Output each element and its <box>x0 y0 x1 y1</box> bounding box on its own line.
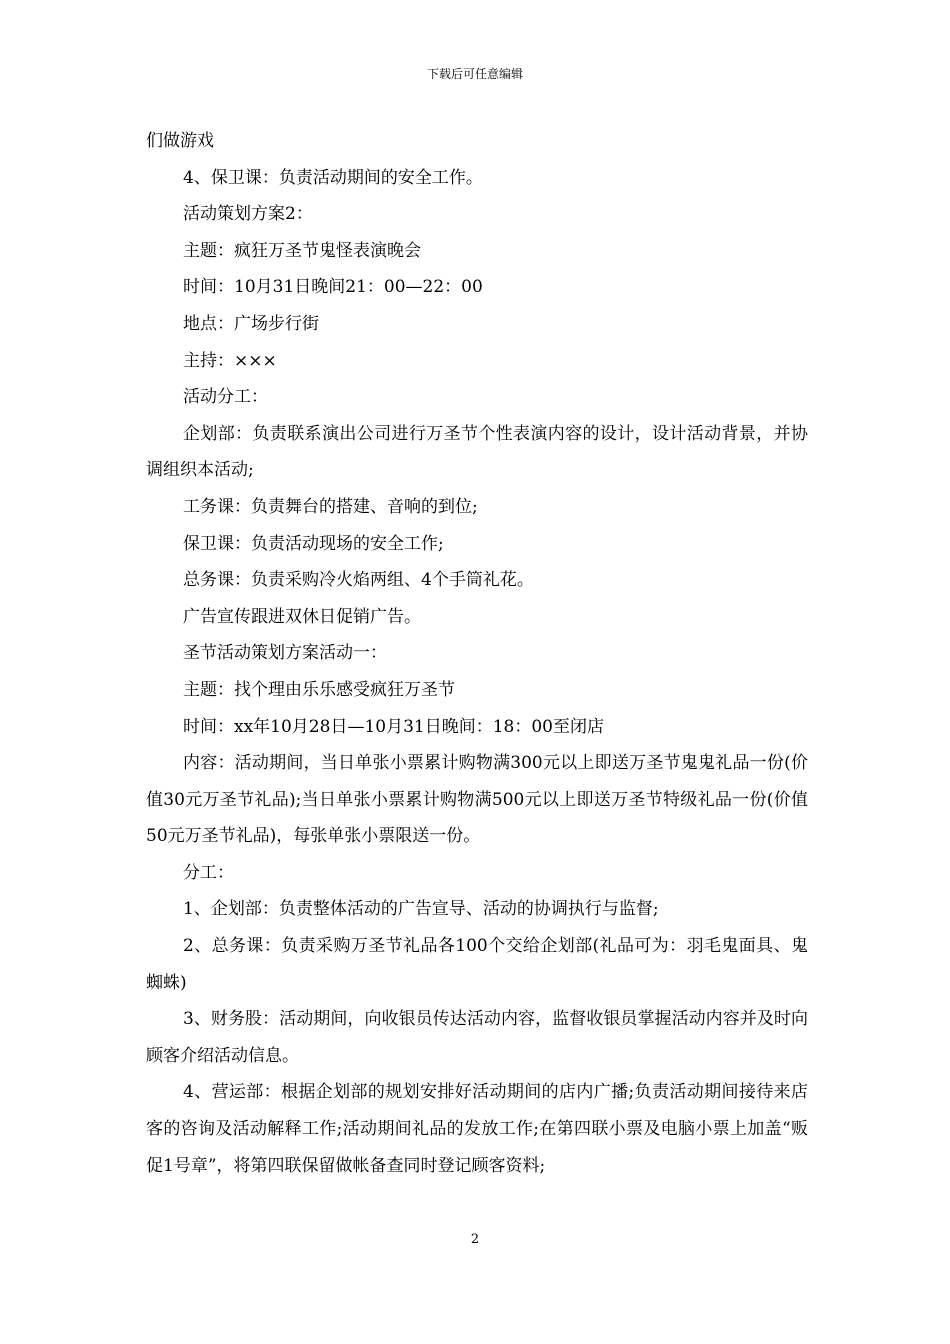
paragraph: 时间：10月31日晚间21：00—22：00 <box>183 277 483 298</box>
page-number: 2 <box>470 1232 480 1247</box>
paragraph: 主题：疯狂万圣节鬼怪表演晚会 <box>183 240 421 261</box>
paragraph: 总务课：负责采购冷火焰两组、4个手筒礼花。 <box>183 570 534 591</box>
paragraph: 保卫课：负责活动现场的安全工作; <box>183 533 444 554</box>
paragraph: 内容：活动期间，当日单张小票累计购物满300元以上即送万圣节鬼鬼礼品一份(价值30元万圣节礼品);当日单张小票累计购物满500元以上即送万圣节特级礼品一份(价值50元万圣节礼品)，每张单张小票限送一份。 <box>146 753 808 847</box>
paragraph: 工务课：负责舞台的搭建、音响的到位; <box>183 496 478 517</box>
paragraph: 广告宣传跟进双休日促销广告。 <box>183 606 421 627</box>
paragraph: 圣节活动策划方案活动一： <box>183 643 387 664</box>
paragraph: 企划部：负责联系演出公司进行万圣节个性表演内容的设计，设计活动背景，并协调组织本活动; <box>146 423 808 481</box>
paragraph: 们做游戏 <box>146 131 214 151</box>
document-body <box>146 123 808 1184</box>
paragraph: 4、保卫课：负责活动期间的安全工作。 <box>183 167 483 188</box>
paragraph: 地点：广场步行街 <box>183 313 319 334</box>
paragraph: 4、营运部：根据企划部的规划安排好活动期间的店内广播;负责活动期间接待来店客的咨询及活动解释工作;活动期间礼品的发放工作;在第四联小票及电脑小票上加盖“贩促1号章”，将第四联保留做帐备查同时登记顾客资料; <box>146 1082 808 1176</box>
paragraph: 分工： <box>183 862 234 883</box>
page-header: 下载后可任意编辑 <box>426 67 523 81</box>
paragraph: 1、企划部：负责整体活动的广告宣导、活动的协调执行与监督; <box>183 899 659 920</box>
paragraph: 活动策划方案2： <box>183 204 313 225</box>
paragraph: 3、财务股：活动期间，向收银员传达活动内容，监督收银员掌握活动内容并及时向顾客介绍活动信息。 <box>146 1009 808 1066</box>
paragraph: 活动分工： <box>183 387 268 408</box>
paragraph: 主题：找个理由乐乐感受疯狂万圣节 <box>183 679 455 700</box>
paragraph: 2、总务课：负责采购万圣节礼品各100个交给企划部(礼品可为：羽毛鬼面具、鬼蜘蛛) <box>146 936 808 993</box>
paragraph: 主持：××× <box>183 350 277 371</box>
paragraph: 时间：xx年10月28日—10月31日晚间：18：00至闭店 <box>183 716 604 737</box>
